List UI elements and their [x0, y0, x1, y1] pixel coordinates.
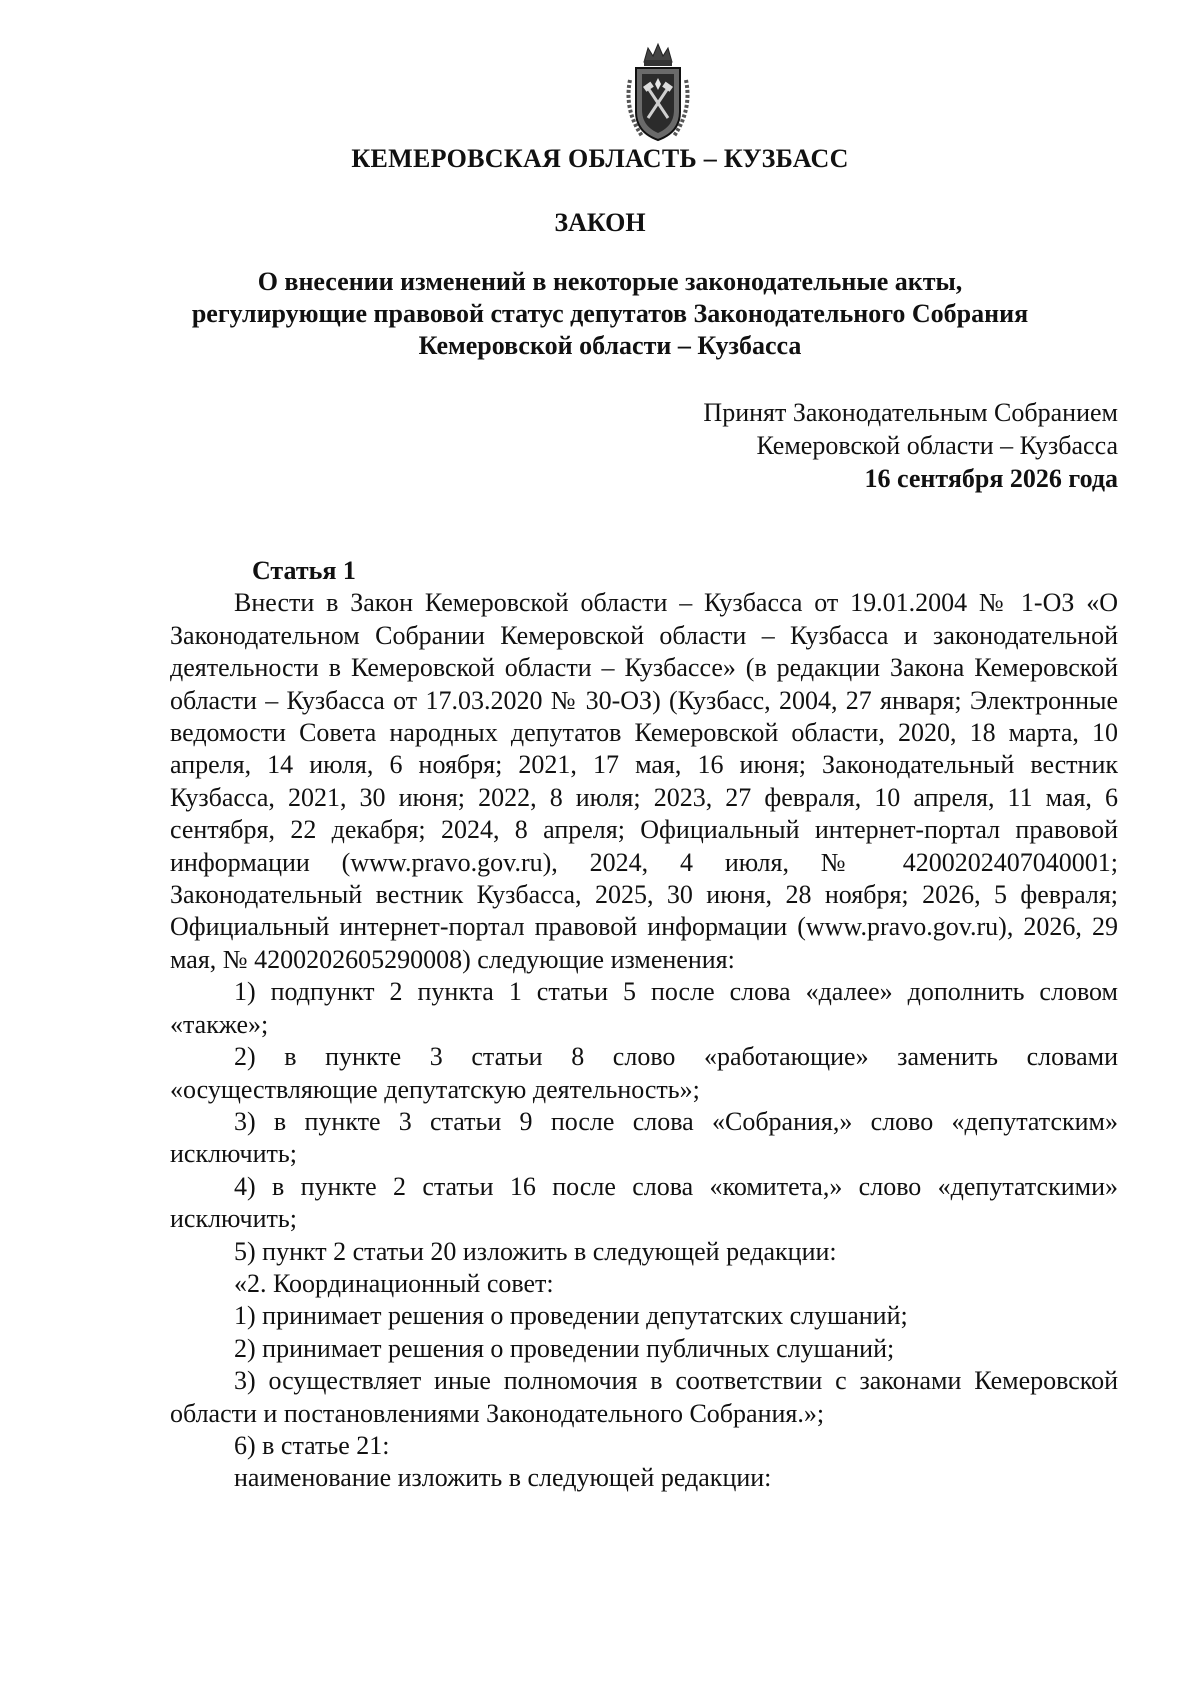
amendment-item: 5) пункт 2 статьи 20 изложить в следующей редакции: — [234, 1236, 837, 1266]
amendment-item: 4) в пункте 2 статьи 16 после слова «комитета,» слово «депутатскими» исключить; — [170, 1171, 1118, 1234]
amendment-item: 3) осуществляет иные полномочия в соответствии с законами Кемеровской области и постановлениями Законодательного Собрания.»; — [170, 1366, 1118, 1428]
subject-line: регулирующие правовой статус депутатов Законодательного Собрания — [191, 299, 1029, 328]
article-body — [170, 555, 1118, 1495]
amendment-item: наименование изложить в следующей редакции: — [234, 1463, 772, 1493]
adoption-date: 16 сентября 2026 года — [864, 464, 1118, 493]
amendment-item: 1) подпункт 2 пункта 1 статьи 5 после слова «далее» дополнить словом «также»; — [170, 977, 1118, 1039]
kuzbass-coat-of-arms-icon — [620, 40, 696, 144]
subject-line: Кемеровской области – Кузбасса — [418, 331, 802, 360]
article-intro-paragraph: Внести в Закон Кемеровской области – Кузбасса от 19.01.2004 № 1-ОЗ «О Законодательном Собрании Кемеровской области – Кузбасса и законодательной деятельности в Кемеровской области – Кузбассе» (в редакции Закона Кемеровской области – Кузбасса от 17.03.2020 № 30-ОЗ) (Кузбасс, 2004, 27 января; Электронные ведомости Совета народных депутатов Кемеровской области, 2020, 18 марта, 10 апреля, 14 июля, 6 ноября; 2021, 17 мая, 16 июня; Законодательный вестник Кузбасса, 2021, 30 июня; 2022, 8 июля; 2023, 27 февраля, 10 апреля, 11 мая, 6 сентября, 22 декабря; 2024, 8 апреля; Официальный интернет-портал правовой информации (www.pravo.gov.ru), 2024, 4 июля, № 4200202407040001; Законодательный вестник Кузбасса, 2025, 30 июня, 28 ноября; 2026, 5 февраля; Официальный интернет-портал правовой информации (www.pravo.gov.ru), 2026, 29 мая, № 4200202605290008) следующие изменения: — [170, 588, 1118, 974]
region-title: КЕМЕРОВСКАЯ ОБЛАСТЬ – КУЗБАСС — [351, 144, 849, 173]
amendment-item: «2. Координационный совет: — [234, 1268, 554, 1298]
amendment-item: 2) в пункте 3 статьи 8 слово «работающие» заменить словами «осуществляющие депутатскую деятельность»; — [170, 1042, 1118, 1104]
adoption-line-2: Кемеровской области – Кузбасса — [756, 431, 1118, 460]
subject-line: О внесении изменений в некоторые законодательные акты, — [257, 267, 963, 296]
document-type: ЗАКОН — [554, 208, 646, 237]
adoption-line-1: Принят Законодательным Собранием — [703, 398, 1118, 427]
document-subject — [150, 266, 1070, 362]
amendment-item: 2) принимает решения о проведении публичных слушаний; — [234, 1333, 895, 1363]
amendment-item: 6) в статье 21: — [234, 1430, 390, 1460]
amendment-item: 1) принимает решения о проведении депутатских слушаний; — [234, 1301, 908, 1331]
adoption-block — [558, 396, 1118, 495]
article-heading: Статья 1 — [252, 556, 356, 585]
amendment-item: 3) в пункте 3 статьи 9 после слова «Собрания,» слово «депутатским» исключить; — [170, 1106, 1118, 1169]
